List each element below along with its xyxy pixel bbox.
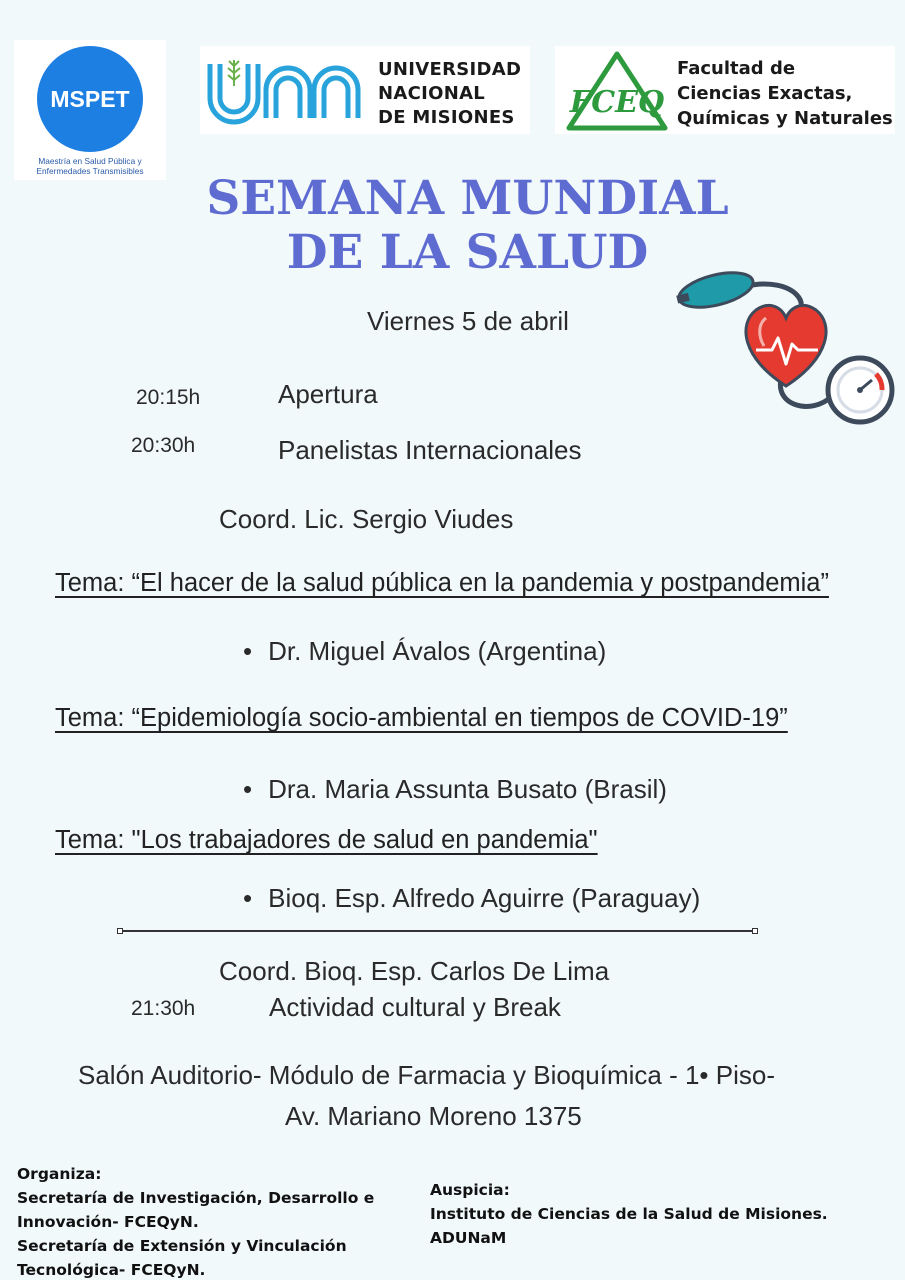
fceq-name — [677, 56, 893, 131]
speaker-2: • Dra. Maria Assunta Busato (Brasil) — [243, 774, 667, 805]
unam-line-1: UNIVERSIDAD — [378, 59, 522, 80]
coordinator-1: Coord. Lic. Sergio Viudes — [219, 504, 514, 534]
opening-time: 20:15h — [136, 386, 201, 409]
event-date: Viernes 5 de abril — [367, 306, 569, 336]
cultural-time: 21:30h — [131, 997, 196, 1020]
fceq-mark-text: FCEQ — [569, 85, 665, 120]
unam-mark-icon — [204, 56, 370, 126]
auspicia-heading: Auspicia: — [430, 1181, 510, 1199]
venue-line-2: Av. Mariano Moreno 1375 — [285, 1101, 582, 1131]
fceq-line-2: Ciencias Exactas, — [677, 83, 853, 104]
fceq-mark-icon — [565, 50, 669, 132]
speaker-3: • Bioq. Esp. Alfredo Aguirre (Paraguay) — [243, 883, 700, 914]
topic-2: Tema: “Epidemiología socio-ambiental en tiempos de COVID-19” — [55, 704, 788, 732]
blood-pressure-heart-icon — [672, 266, 900, 432]
organiza-heading: Organiza: — [17, 1165, 102, 1183]
auspicia-line-2: ADUNaM — [430, 1229, 507, 1247]
mspet-logo-circle: MSPET — [37, 46, 143, 152]
unam-line-3: DE MISIONES — [378, 107, 515, 128]
organiza-line-2: Innovación- FCEQyN. — [17, 1213, 199, 1231]
fceq-logo — [555, 46, 895, 134]
unam-name — [378, 58, 521, 130]
auspicia-block — [430, 1178, 828, 1250]
organiza-block — [17, 1162, 374, 1280]
mspet-logo-subtitle: Maestría en Salud Pública y Enfermedades Transmisibles — [36, 156, 144, 176]
organiza-line-1: Secretaría de Investigación, Desarrollo e — [17, 1189, 375, 1207]
unam-line-2: NACIONAL — [378, 83, 486, 104]
divider-line — [120, 930, 756, 932]
unam-logo — [200, 46, 530, 134]
topic-3: Tema: "Los trabajadores de salud en pandemia" — [55, 826, 598, 854]
panel-time: 20:30h — [131, 434, 196, 457]
fceq-line-1: Facultad de — [677, 58, 796, 79]
fceq-line-3: Químicas y Naturales — [677, 108, 893, 129]
cultural-label: Actividad cultural y Break — [269, 992, 561, 1022]
panel-label: Panelistas Internacionales — [278, 435, 582, 465]
title-line-2: DE LA SALUD — [286, 225, 649, 280]
auspicia-line-1: Instituto de Ciencias de la Salud de Misiones. — [430, 1205, 828, 1223]
organiza-line-4: Tecnológica- FCEQyN. — [17, 1261, 206, 1279]
opening-label: Apertura — [278, 379, 378, 409]
divider-end-left — [117, 928, 123, 934]
topic-1: Tema: “El hacer de la salud pública en la pandemia y postpandemia” — [55, 569, 829, 597]
speaker-1: • Dr. Miguel Ávalos (Argentina) — [243, 636, 606, 667]
venue-line-1: Salón Auditorio- Módulo de Farmacia y Bioquímica - 1• Piso- — [78, 1060, 775, 1090]
mspet-logo — [14, 40, 166, 180]
title-line-1: SEMANA MUNDIAL — [206, 171, 729, 226]
event-title — [0, 172, 905, 280]
divider-end-right — [752, 928, 758, 934]
organiza-line-3: Secretaría de Extensión y Vinculación — [17, 1237, 347, 1255]
coordinator-2: Coord. Bioq. Esp. Carlos De Lima — [219, 956, 610, 986]
